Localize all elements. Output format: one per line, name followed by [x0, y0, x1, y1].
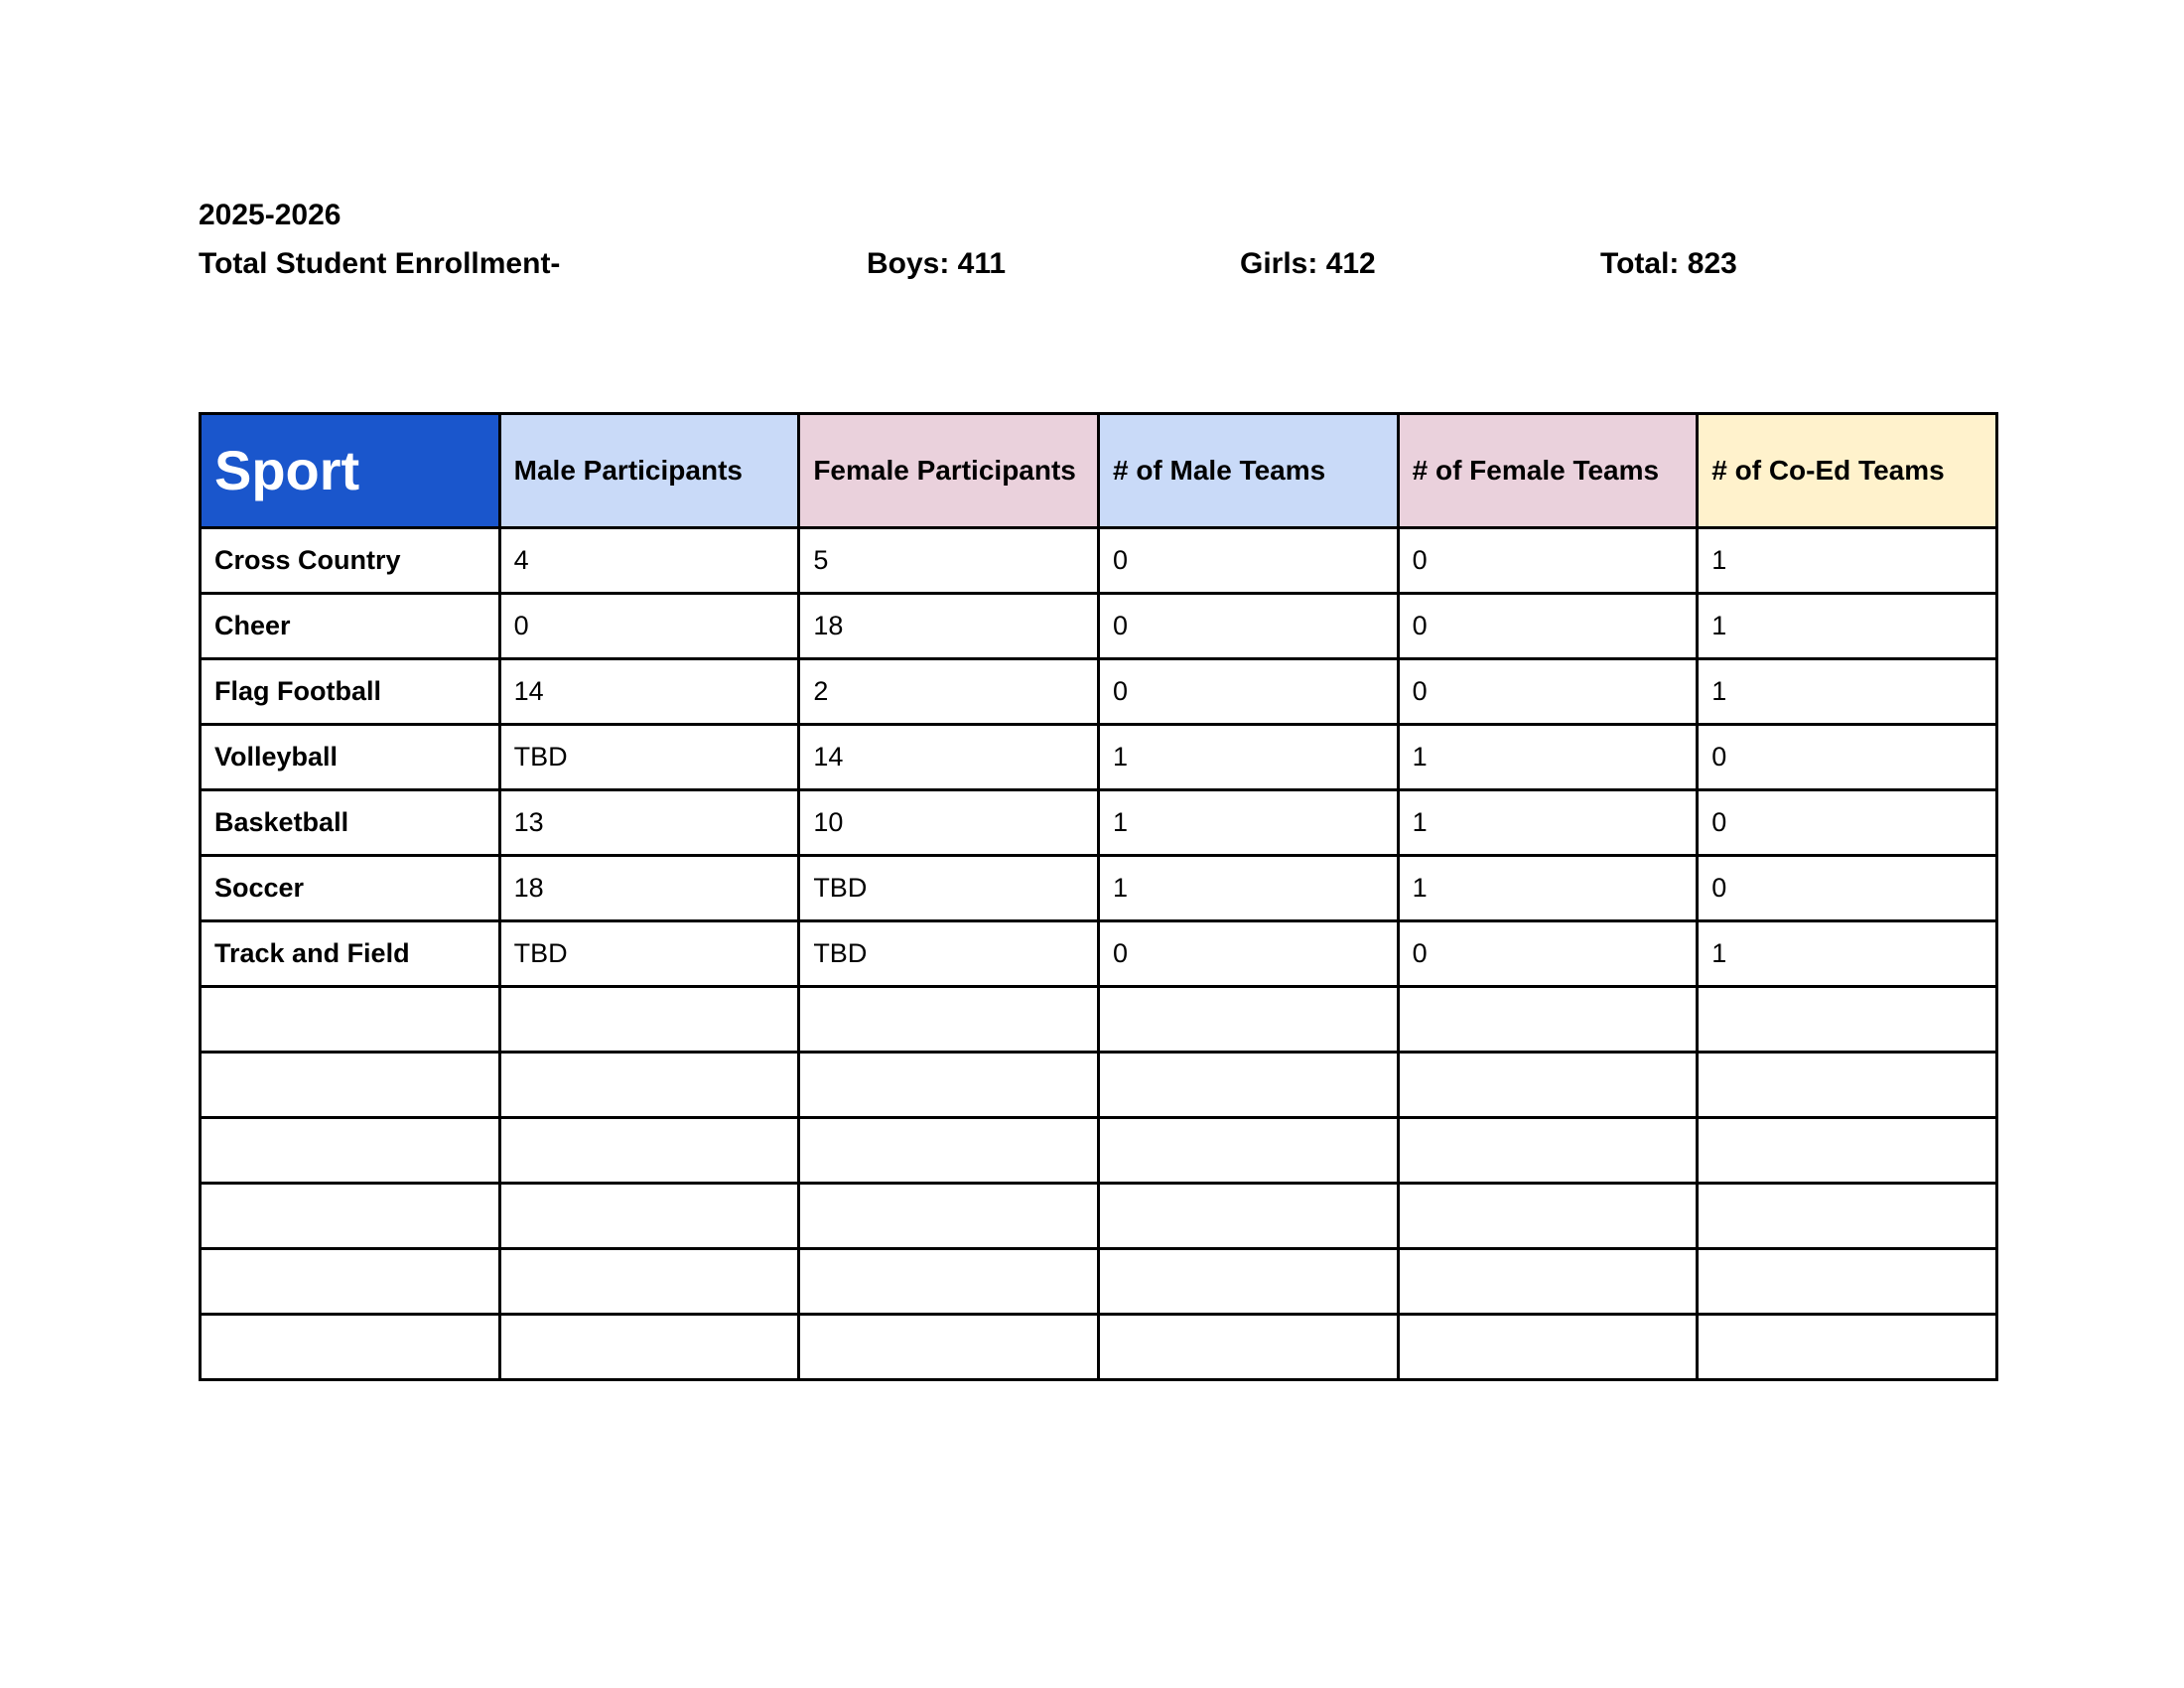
total-count: Total: 823 [1600, 247, 1737, 280]
column-header-male-teams: # of Male Teams [1098, 414, 1398, 528]
empty-cell [1098, 1184, 1398, 1249]
male-teams-cell: 0 [1098, 528, 1398, 594]
sport-name-cell: Flag Football [201, 659, 500, 725]
empty-cell [799, 1118, 1099, 1184]
coed-teams-cell: 1 [1698, 659, 1997, 725]
female-participants-cell: TBD [799, 856, 1099, 921]
coed-teams-cell: 0 [1698, 856, 1997, 921]
coed-teams-cell: 1 [1698, 528, 1997, 594]
empty-cell [499, 1053, 799, 1118]
empty-cell [1398, 1118, 1698, 1184]
table-row [201, 659, 1997, 725]
column-header-coed-teams: # of Co-Ed Teams [1698, 414, 1997, 528]
female-participants-cell: TBD [799, 921, 1099, 987]
empty-cell [799, 1184, 1099, 1249]
sport-name-cell: Volleyball [201, 725, 500, 790]
enrollment-line [0, 247, 2184, 287]
empty-cell [799, 1315, 1099, 1380]
coed-teams-cell: 1 [1698, 594, 1997, 659]
table-header-row [201, 414, 1997, 528]
empty-cell [1698, 987, 1997, 1053]
column-header-sport: Sport [201, 414, 500, 528]
empty-cell [1098, 1118, 1398, 1184]
sport-name-cell: Cheer [201, 594, 500, 659]
table-row [201, 528, 1997, 594]
male-teams-cell: 0 [1098, 659, 1398, 725]
empty-table-row [201, 1053, 1997, 1118]
empty-cell [1398, 1053, 1698, 1118]
coed-teams-cell: 1 [1698, 921, 1997, 987]
empty-cell [201, 987, 500, 1053]
male-teams-cell: 1 [1098, 725, 1398, 790]
empty-cell [499, 1249, 799, 1315]
enrollment-label: Total Student Enrollment- [199, 247, 561, 280]
empty-cell [499, 987, 799, 1053]
empty-table-row [201, 987, 1997, 1053]
empty-table-row [201, 1315, 1997, 1380]
column-header-male-participants: Male Participants [499, 414, 799, 528]
empty-cell [1398, 1315, 1698, 1380]
sport-name-cell: Cross Country [201, 528, 500, 594]
empty-cell [201, 1184, 500, 1249]
female-teams-cell: 1 [1398, 725, 1698, 790]
male-participants-cell: TBD [499, 725, 799, 790]
male-teams-cell: 0 [1098, 921, 1398, 987]
sport-name-cell: Track and Field [201, 921, 500, 987]
male-participants-cell: 13 [499, 790, 799, 856]
table-row [201, 790, 1997, 856]
female-teams-cell: 0 [1398, 594, 1698, 659]
empty-cell [1098, 1053, 1398, 1118]
table-row [201, 725, 1997, 790]
empty-cell [201, 1118, 500, 1184]
empty-cell [201, 1249, 500, 1315]
male-teams-cell: 0 [1098, 594, 1398, 659]
female-participants-cell: 10 [799, 790, 1099, 856]
sport-name-cell: Soccer [201, 856, 500, 921]
coed-teams-cell: 0 [1698, 725, 1997, 790]
female-participants-cell: 5 [799, 528, 1099, 594]
table-row [201, 856, 1997, 921]
girls-count: Girls: 412 [1240, 247, 1376, 280]
male-participants-cell: TBD [499, 921, 799, 987]
sport-name-cell: Basketball [201, 790, 500, 856]
empty-cell [201, 1315, 500, 1380]
sports-table [199, 412, 1998, 1381]
empty-cell [1698, 1053, 1997, 1118]
empty-cell [1698, 1118, 1997, 1184]
female-participants-cell: 14 [799, 725, 1099, 790]
empty-cell [1398, 1249, 1698, 1315]
empty-cell [799, 1249, 1099, 1315]
boys-count: Boys: 411 [867, 247, 1007, 280]
female-participants-cell: 18 [799, 594, 1099, 659]
male-participants-cell: 18 [499, 856, 799, 921]
male-teams-cell: 1 [1098, 856, 1398, 921]
table-row [201, 594, 1997, 659]
female-teams-cell: 0 [1398, 921, 1698, 987]
school-year: 2025-2026 [199, 199, 341, 231]
column-header-female-teams: # of Female Teams [1398, 414, 1698, 528]
empty-cell [799, 987, 1099, 1053]
female-teams-cell: 0 [1398, 528, 1698, 594]
male-participants-cell: 14 [499, 659, 799, 725]
empty-cell [1698, 1184, 1997, 1249]
table-row [201, 921, 1997, 987]
coed-teams-cell: 0 [1698, 790, 1997, 856]
empty-cell [1398, 987, 1698, 1053]
empty-cell [799, 1053, 1099, 1118]
female-teams-cell: 0 [1398, 659, 1698, 725]
female-participants-cell: 2 [799, 659, 1099, 725]
empty-cell [1698, 1249, 1997, 1315]
empty-cell [1098, 987, 1398, 1053]
male-teams-cell: 1 [1098, 790, 1398, 856]
female-teams-cell: 1 [1398, 856, 1698, 921]
empty-cell [499, 1315, 799, 1380]
empty-table-row [201, 1249, 1997, 1315]
empty-cell [499, 1118, 799, 1184]
empty-cell [1698, 1315, 1997, 1380]
empty-table-row [201, 1118, 1997, 1184]
female-teams-cell: 1 [1398, 790, 1698, 856]
empty-cell [201, 1053, 500, 1118]
empty-cell [499, 1184, 799, 1249]
column-header-female-participants: Female Participants [799, 414, 1099, 528]
male-participants-cell: 0 [499, 594, 799, 659]
male-participants-cell: 4 [499, 528, 799, 594]
empty-table-row [201, 1184, 1997, 1249]
empty-cell [1098, 1249, 1398, 1315]
empty-cell [1398, 1184, 1698, 1249]
empty-cell [1098, 1315, 1398, 1380]
